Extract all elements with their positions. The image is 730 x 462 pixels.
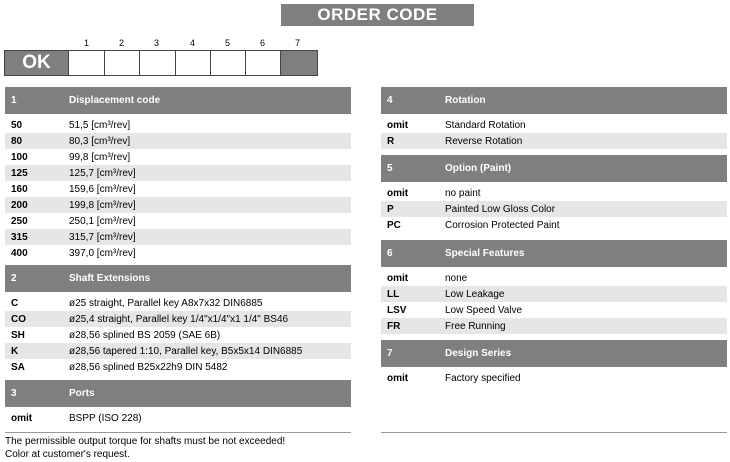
position-number-6: 6: [259, 38, 265, 48]
table-row: [381, 201, 727, 217]
table-row: [381, 185, 727, 201]
position-number-3: 3: [153, 38, 159, 48]
order-code-box-6: [245, 50, 281, 76]
divider-right: [381, 432, 727, 433]
table-row: [5, 213, 351, 229]
table-row: [5, 311, 351, 327]
row-code: CO: [11, 313, 26, 325]
row-code: SA: [11, 361, 25, 373]
row-code: omit: [387, 119, 409, 131]
row-code: omit: [11, 412, 33, 424]
row-desc: Low Speed Valve: [445, 304, 523, 316]
table-row: [5, 359, 351, 375]
section-title: Ports: [69, 388, 95, 399]
section-design-series: [381, 340, 727, 386]
row-desc: Low Leakage: [445, 288, 505, 300]
table-row: [381, 286, 727, 302]
section-header: [381, 240, 727, 267]
divider-left: [5, 432, 351, 433]
section-special-features: [381, 240, 727, 334]
section-header: [381, 155, 727, 182]
row-code: SH: [11, 329, 25, 341]
table-row: [5, 295, 351, 311]
section-shaft-extensions: [5, 265, 351, 375]
row-code: omit: [387, 187, 409, 199]
note-color: Color at customer's request.: [5, 449, 130, 460]
table-row: [5, 245, 351, 261]
table-row: [5, 149, 351, 165]
section-number: 1: [11, 95, 17, 106]
section-number: 7: [387, 348, 393, 359]
row-code: K: [11, 345, 19, 357]
row-desc: BSPP (ISO 228): [69, 412, 142, 424]
row-desc: 125,7 [cm³/rev]: [69, 167, 136, 179]
section-title: Design Series: [445, 348, 512, 359]
table-row: [5, 410, 351, 426]
order-code-box-2: [104, 50, 140, 76]
row-code: omit: [387, 372, 409, 384]
table-row: [5, 229, 351, 245]
table-row: [381, 370, 727, 386]
row-code: LL: [387, 288, 400, 300]
section-paint: [381, 155, 727, 233]
table-row: [381, 217, 727, 233]
section-rotation: [381, 87, 727, 149]
position-number-1: 1: [83, 38, 89, 48]
row-desc: ø28,56 tapered 1:10, Parallel key, B5x5x14 DIN6885: [69, 345, 303, 357]
row-code: PC: [387, 219, 401, 231]
table-row: [5, 181, 351, 197]
table-row: [381, 117, 727, 133]
order-code-prefix: OK: [4, 50, 69, 76]
row-code: C: [11, 297, 19, 309]
section-header: [381, 340, 727, 367]
section-title: Shaft Extensions: [69, 273, 151, 284]
note-torque: The permissible output torque for shafts must be not exceeded!: [5, 436, 286, 447]
row-desc: 315,7 [cm³/rev]: [69, 231, 136, 243]
row-desc: ø25,4 straight, Parallel key 1/4"x1/4"x1 1/4" BS46: [69, 313, 289, 325]
row-desc: Factory specified: [445, 372, 521, 384]
table-row: [5, 133, 351, 149]
section-displacement: [5, 87, 351, 261]
row-code: omit: [387, 272, 409, 284]
row-desc: 199,8 [cm³/rev]: [69, 199, 136, 211]
row-desc: ø28,56 splined BS 2059 (SAE 6B): [69, 329, 221, 341]
row-desc: 159,6 [cm³/rev]: [69, 183, 136, 195]
row-code: LSV: [387, 304, 407, 316]
row-code: 400: [11, 247, 28, 259]
row-code: 250: [11, 215, 28, 227]
row-code: 315: [11, 231, 28, 243]
table-row: [5, 327, 351, 343]
section-title: Option (Paint): [445, 163, 512, 174]
order-code-box-4: [175, 50, 211, 76]
row-desc: Reverse Rotation: [445, 135, 523, 147]
row-desc: Standard Rotation: [445, 119, 526, 131]
table-row: [381, 270, 727, 286]
section-header: [381, 87, 727, 114]
row-desc: 250,1 [cm³/rev]: [69, 215, 136, 227]
order-code-box-7: [280, 50, 318, 76]
row-code: R: [387, 135, 395, 147]
row-desc: Painted Low Gloss Color: [445, 203, 556, 215]
row-desc: 397,0 [cm³/rev]: [69, 247, 136, 259]
order-code-box-3: [139, 50, 176, 76]
table-row: [5, 343, 351, 359]
section-number: 4: [387, 95, 393, 106]
position-number-5: 5: [224, 38, 230, 48]
row-code: 160: [11, 183, 28, 195]
position-number-7: 7: [294, 38, 300, 48]
row-desc: no paint: [445, 187, 481, 199]
row-desc: 80,3 [cm³/rev]: [69, 135, 131, 147]
order-code-box-1: [68, 50, 105, 76]
row-code: 80: [11, 135, 23, 147]
table-row: [5, 197, 351, 213]
row-code: 50: [11, 119, 23, 131]
position-number-2: 2: [118, 38, 124, 48]
row-desc: ø25 straight, Parallel key A8x7x32 DIN6885: [69, 297, 263, 309]
section-number: 3: [11, 388, 17, 399]
row-code: 100: [11, 151, 28, 163]
section-title: Special Features: [445, 248, 525, 259]
section-ports: [5, 380, 351, 426]
row-desc: ø28,56 splined B25x22h9 DIN 5482: [69, 361, 228, 373]
row-code: P: [387, 203, 394, 215]
position-number-4: 4: [189, 38, 195, 48]
table-row: [5, 117, 351, 133]
section-title: Displacement code: [69, 95, 161, 106]
row-code: 200: [11, 199, 28, 211]
order-code-box-5: [210, 50, 246, 76]
row-desc: 51,5 [cm³/rev]: [69, 119, 131, 131]
table-row: [381, 133, 727, 149]
section-header: [5, 87, 351, 114]
row-code: FR: [387, 320, 401, 332]
section-header: [5, 380, 351, 407]
table-row: [5, 165, 351, 181]
table-row: [381, 302, 727, 318]
row-desc: 99,8 [cm³/rev]: [69, 151, 131, 163]
row-desc: none: [445, 272, 468, 284]
row-desc: Free Running: [445, 320, 506, 332]
section-title: Rotation: [445, 95, 486, 106]
page-title: ORDER CODE: [281, 4, 474, 26]
table-row: [381, 318, 727, 334]
section-number: 6: [387, 248, 393, 259]
section-number: 2: [11, 273, 17, 284]
section-header: [5, 265, 351, 292]
section-number: 5: [387, 163, 393, 174]
row-code: 125: [11, 167, 28, 179]
row-desc: Corrosion Protected Paint: [445, 219, 560, 231]
